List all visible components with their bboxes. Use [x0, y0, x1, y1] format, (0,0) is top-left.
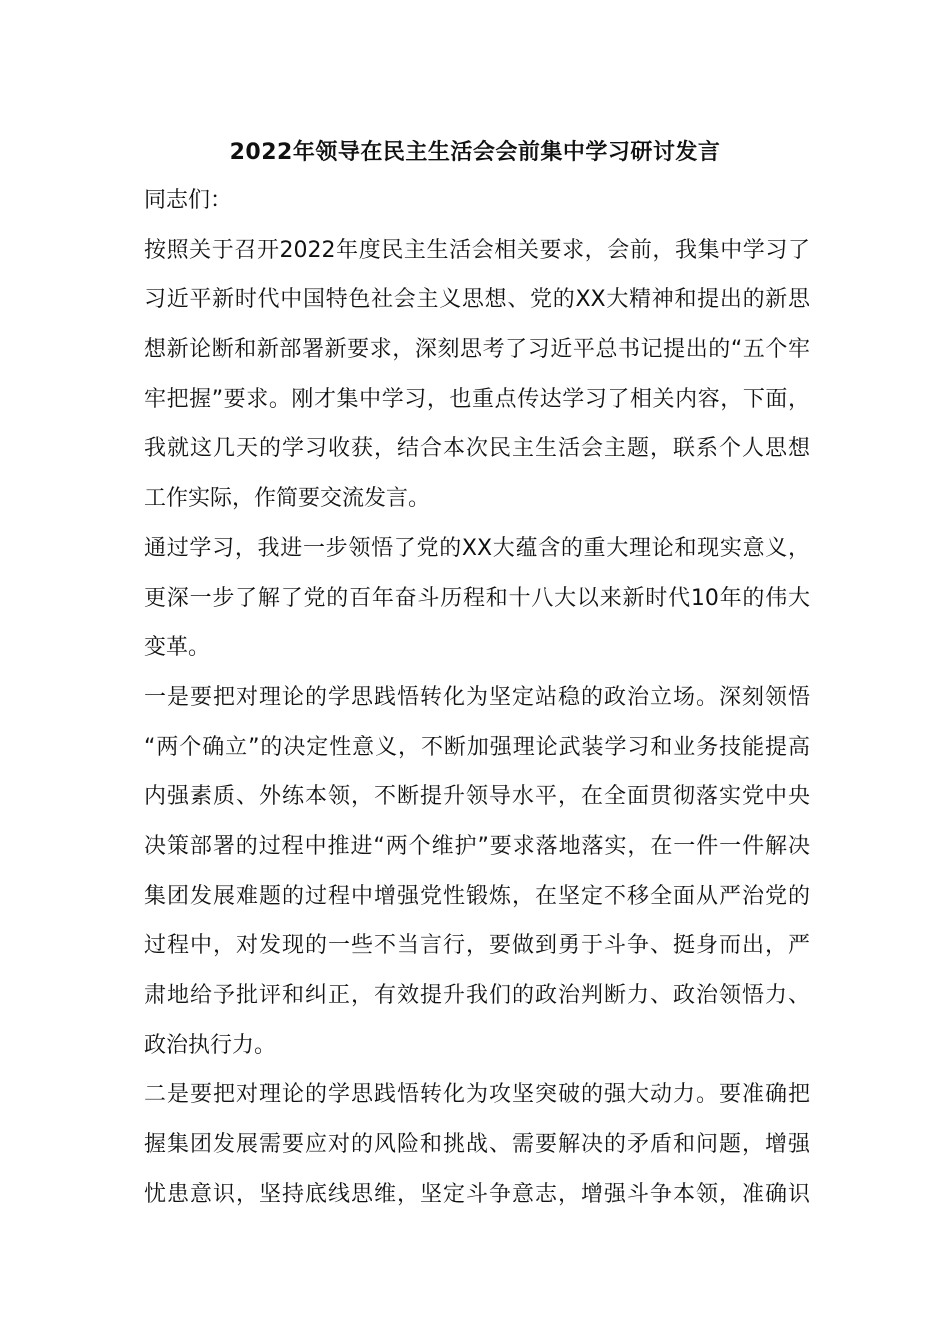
- paragraph-line: 集团发展难题的过程中增强党性锻炼，在坚定不移全面从严治党的: [144, 883, 810, 909]
- paragraph-line: 内强素质、外练本领，不断提升领导水平，在全面贯彻落实党中央: [144, 784, 810, 810]
- paragraph-line: 工作实际，作简要交流发言。: [144, 486, 431, 512]
- paragraph-line: 二是要把对理论的学思践悟转化为攻坚突破的强大动力。要准确把: [144, 1082, 810, 1108]
- paragraph-line: 肃地给予批评和纠正，有效提升我们的政治判断力、政治领悟力、: [144, 983, 810, 1008]
- paragraph-line: “两个确立”的决定性意义，不断加强理论武装学习和业务技能提高: [144, 734, 810, 760]
- paragraph-line: 过程中，对发现的一些不当言行，要做到勇于斗争、挺身而出，严: [144, 933, 810, 959]
- document-body: [144, 182, 810, 1225]
- salutation-line: 同志们：: [144, 188, 233, 213]
- paragraph-line: 想新论断和新部署新要求，深刻思考了习近平总书记提出的“五个牢: [144, 337, 810, 363]
- paragraph-line: 牢把握”要求。刚才集中学习，也重点传达学习了相关内容，下面，: [144, 386, 810, 412]
- paragraph-line: 我就这几天的学习收获，结合本次民主生活会主题，联系个人思想: [144, 436, 810, 462]
- paragraph-line: 政治执行力。: [144, 1032, 277, 1058]
- paragraph-line: 按照关于召开2022年度民主生活会相关要求，会前，我集中学习了: [144, 237, 810, 263]
- paragraph-line: 决策部署的过程中推进“两个维护”要求落地落实，在一件一件解决: [144, 833, 810, 859]
- document-title: 2022年领导在民主生活会会前集中学习研讨发言: [229, 140, 721, 165]
- paragraph-line: 忧患意识，坚持底线思维，坚定斗争意志，增强斗争本领，准确识: [144, 1181, 810, 1207]
- paragraph-line: 变革。: [144, 635, 211, 661]
- paragraph-line: 习近平新时代中国特色社会主义思想、党的XX大精神和提出的新思: [144, 287, 810, 313]
- paragraph-line: 一是要把对理论的学思践悟转化为坚定站稳的政治立场。深刻领悟: [144, 684, 810, 710]
- paragraph-line: 通过学习，我进一步领悟了党的XX大蕴含的重大理论和现实意义，: [144, 535, 810, 561]
- paragraph-line: 握集团发展需要应对的风险和挑战、需要解决的矛盾和问题，增强: [144, 1132, 810, 1158]
- paragraph-line: 更深一步了解了党的百年奋斗历程和十八大以来新时代10年的伟大: [144, 585, 810, 611]
